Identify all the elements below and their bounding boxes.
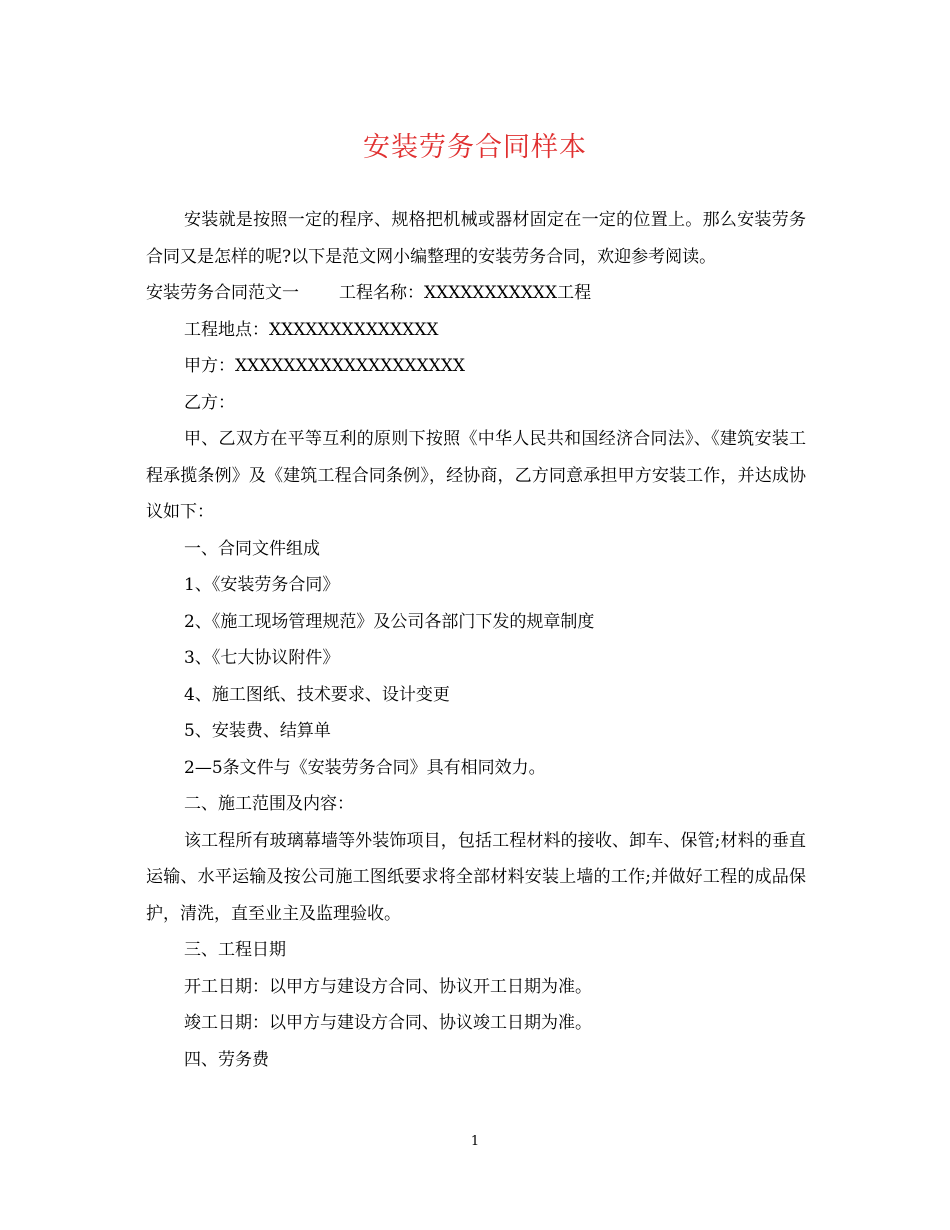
list-item-1: 1、《安装劳务合同》 bbox=[184, 575, 340, 595]
sample-heading: 安装劳务合同范文一 bbox=[146, 283, 299, 303]
sample-heading-line bbox=[146, 275, 806, 312]
list-item-3: 3、《七大协议附件》 bbox=[184, 648, 340, 668]
page-number: 1 bbox=[470, 1134, 480, 1149]
section-heading-2: 二、施工范围及内容： bbox=[184, 794, 354, 814]
list-item-4: 4、施工图纸、技术要求、设计变更 bbox=[184, 684, 450, 705]
project-location-field: 工程地点：XXXXXXXXXXXXXX bbox=[184, 319, 439, 340]
section-heading-1: 一、合同文件组成 bbox=[184, 538, 320, 559]
section-heading-3: 三、工程日期 bbox=[184, 940, 286, 960]
list-item-2: 2、《施工现场管理规范》及公司各部门下发的规章制度 bbox=[184, 611, 595, 632]
start-date-line: 开工日期：以甲方与建设方合同、协议开工日期为准。 bbox=[184, 976, 592, 997]
section-heading-4: 四、劳务费 bbox=[184, 1049, 269, 1070]
document-body bbox=[146, 202, 806, 1078]
party-a-field: 甲方：XXXXXXXXXXXXXXXXXXX bbox=[184, 356, 465, 376]
project-name-field: 工程名称：XXXXXXXXXXX工程 bbox=[339, 283, 592, 303]
scope-paragraph: 该工程所有玻璃幕墙等外装饰项目，包括工程材料的接收、卸车、保管;材料的垂直运输、水平运输及按公司施工图纸要求将全部材料安装上墙的工作;并做好工程的成品保护，清洗，直至业主及监理验收。 bbox=[146, 830, 806, 924]
intro-paragraph: 安装就是按照一定的程序、规格把机械或器材固定在一定的位置上。那么安装劳务合同又是怎样的呢?以下是范文网小编整理的安装劳务合同，欢迎参考阅读。 bbox=[146, 210, 806, 267]
document-title: 安装劳务合同样本 bbox=[363, 132, 587, 163]
party-b-field: 乙方： bbox=[184, 392, 235, 413]
completion-date-line: 竣工日期：以甲方与建设方合同、协议竣工日期为准。 bbox=[184, 1013, 592, 1033]
validity-note: 2—5条文件与《安装劳务合同》具有相同效力。 bbox=[184, 757, 546, 778]
agreement-paragraph: 甲、乙双方在平等互利的原则下按照《中华人民共和国经济合同法》、《建筑安装工程承揽条例》及《建筑工程合同条例》，经协商，乙方同意承担甲方安装工作，并达成协议如下： bbox=[146, 429, 806, 522]
list-item-5: 5、安装费、结算单 bbox=[184, 721, 331, 741]
